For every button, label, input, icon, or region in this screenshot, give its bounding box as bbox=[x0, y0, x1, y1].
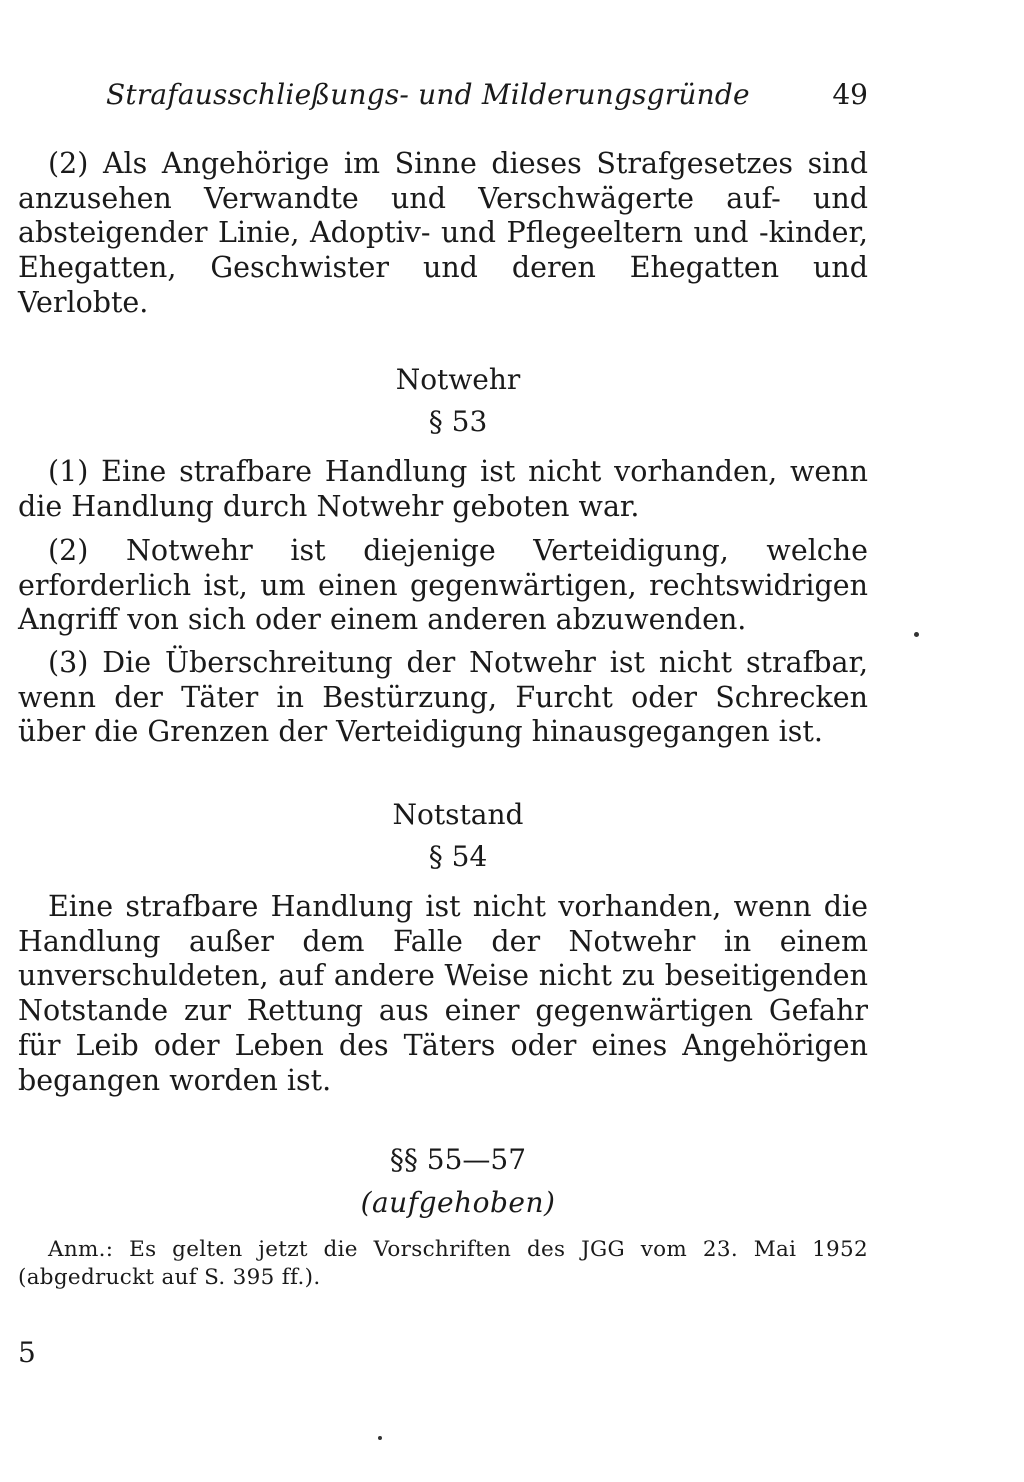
section-53: § 53 bbox=[428, 405, 488, 438]
page-number: 49 bbox=[832, 78, 868, 111]
running-title: Strafausschließungs- und Milderungsgründe bbox=[106, 78, 750, 111]
print-speck bbox=[914, 632, 919, 637]
signature-mark: 5 bbox=[18, 1336, 36, 1369]
book-page bbox=[18, 0, 868, 1482]
paragraph-52-2: (2) Als Angehörige im Sinne dieses Strafgesetzes sind anzusehen Verwandte und Verschwägerte auf- und absteigender Linie, Adoptiv- und Pflegeeltern und -kinder, Ehegatten, Geschwister und deren Ehegatten und Verlobte. bbox=[18, 147, 868, 319]
footnote: Anm.: Es gelten jetzt die Vorschriften des JGG vom 23. Mai 1952 (abgedruckt auf S. 395 ff.). bbox=[18, 1237, 868, 1290]
paragraph-53-2: (2) Notwehr ist diejenige Verteidigung, welche erforderlich ist, um einen gegenwärtigen, rechtswidrigen Angriff von sich oder einem anderen abzuwenden. bbox=[18, 534, 868, 637]
print-speck bbox=[378, 1436, 382, 1440]
running-head bbox=[106, 78, 868, 118]
heading-notwehr: Notwehr bbox=[395, 363, 521, 396]
paragraph-53-3: (3) Die Überschreitung der Notwehr ist nicht strafbar, wenn der Täter in Bestürzung, Furcht oder Schrecken über die Grenzen der Verteidigung hinausgegangen ist. bbox=[18, 646, 868, 749]
section-54: § 54 bbox=[428, 840, 488, 873]
paragraph-53-1: (1) Eine strafbare Handlung ist nicht vorhanden, wenn die Handlung durch Notwehr geboten war. bbox=[18, 455, 868, 523]
section-55-57: §§ 55—57 bbox=[389, 1143, 527, 1176]
heading-notstand: Notstand bbox=[392, 798, 524, 831]
paragraph-54: Eine strafbare Handlung ist nicht vorhanden, wenn die Handlung außer dem Falle der Notwehr in einem unverschuldeten, auf andere Weise nicht zu beseitigenden Notstande zur Rettung aus einer gegenwärtigen Gefahr für Leib oder Leben des Täters oder eines Angehörigen begangen worden ist. bbox=[18, 890, 868, 1097]
status-repealed: (aufgehoben) bbox=[360, 1186, 556, 1219]
